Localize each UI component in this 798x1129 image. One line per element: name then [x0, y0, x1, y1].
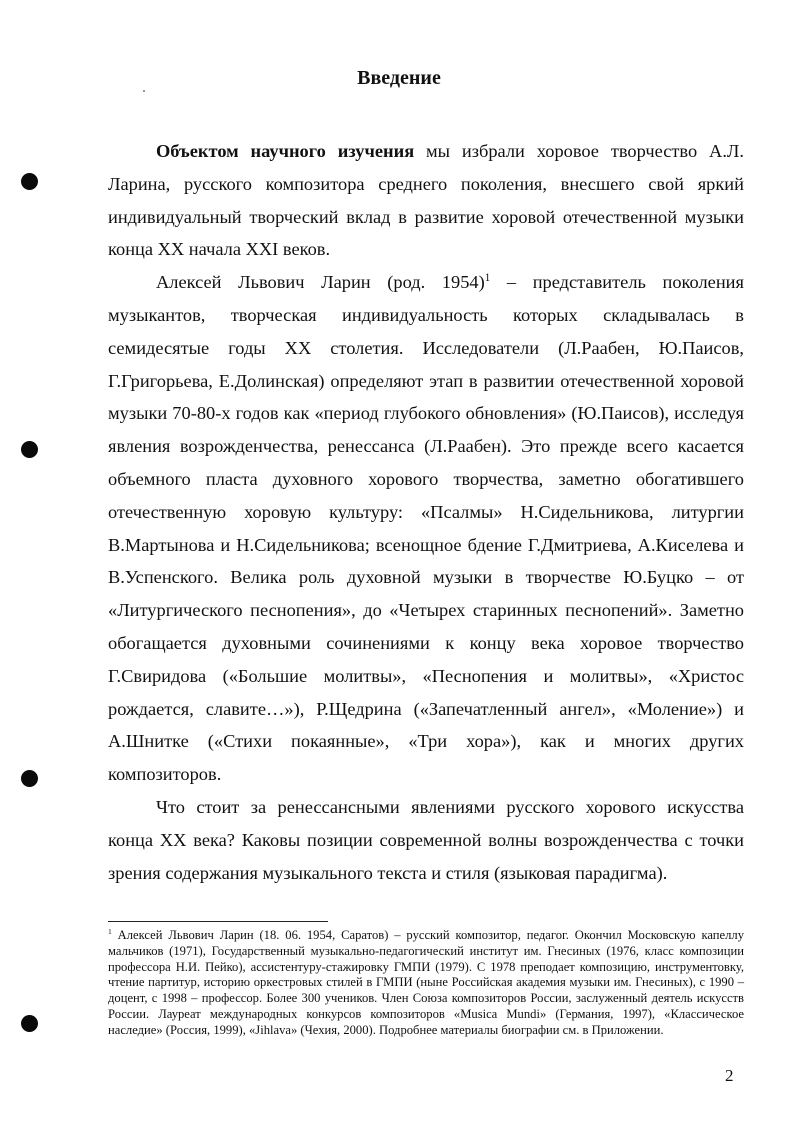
- main-text: [108, 135, 744, 889]
- punch-hole-mark: [21, 770, 38, 787]
- footnote-marker: 1: [108, 926, 112, 936]
- punch-hole-mark: [21, 173, 38, 190]
- footnote-text: Алексей Львович Ларин (18. 06. 1954, Саратов) – русский композитор, педагог. Окончил Московскую капеллу мальчиков (1971), Государственный музыкально-педагогический институт им. Гнесиных (1976, класс композиции профессора Н.И. Пейко), ассистентуру-стажировку ГМПИ (1979). С 1978 преподает композицию, инструментовку, чтение партитур, историю оркестровых стилей в ГМПИ (ныне Российская академия музыки им. Гнесиных), с 1990 – доцент, с 1998 – профессор. Более 300 учеников. Член Союза композиторов России, заслуженный деятель искусств России. Лауреат международных конкурсов композиторов «Musica Mundi» (Германия, 1997), «Классическое наследие» (Россия, 1999), «Jihlava» (Чехия, 2000). Подробнее материалы биографии см. в Приложении.: [108, 928, 744, 1037]
- paragraph-text: мы избрали хоровое творчество А.Л. Ларина, русского композитора среднего поколения, внесшего свой яркий индивидуальный творческий вклад в развитие хоровой отечественной музыки конца XX начала XXI веков.: [108, 141, 744, 260]
- paragraph-lead-bold: Объектом научного изучения: [156, 141, 415, 161]
- paragraph-text: – представитель поколения музыкантов, творческая индивидуальность которых складывалась в семидесятые годы XX столетия. Исследователи (Л.Раабен, Ю.Паисов, Г.Григорьева, Е.Долинская) определяют этап в развитии отечественной хоровой музыки 70-80-х годов как «период глубокого обновления» (Ю.Паисов), исследуя явления возрожденчества, ренессанса (Л.Раабен). Это прежде всего касается объемного пласта духовного хорового творчества, заметно обогатившего отечественную хоровую культуру: «Псалмы» Н.Сидельникова, литургии В.Мартынова и Н.Сидельникова; всенощное бдение Г.Дмитриева, А.Киселева и В.Успенского. Велика роль духовной музыки в творчестве Ю.Буцко – от «Литургического песнопения», до «Четырех старинных песнопений». Заметно обогащается духовными сочинениями к концу века хоровое творчество Г.Свиридова («Большие молитвы», «Песнопения и молитвы», «Христос рождается, славите…»), Р.Щедрина («Запечатленный ангел», «Моление») и А.Шнитке («Стихи покаянные», «Три хора»), как и многих других композиторов.: [108, 272, 744, 785]
- scan-speck: [143, 90, 145, 92]
- paragraph-object-of-study: [108, 135, 744, 266]
- page-title: Введение: [357, 67, 441, 89]
- page-number: 2: [725, 1066, 734, 1085]
- paragraph-text: Алексей Львович Ларин (род. 1954): [156, 272, 485, 293]
- paragraph-text: Что стоит за ренессансными явлениями русского хорового искусства конца XX века? Каковы позиции современной волны возрожденчества с точки зрения содержания музыкального текста и стиля (языковая парадигма).: [108, 796, 744, 883]
- footnote-reference[interactable]: 1: [484, 272, 491, 285]
- punch-hole-mark: [21, 441, 38, 458]
- footnote-separator: [108, 921, 328, 922]
- punch-hole-mark: [21, 1015, 38, 1032]
- footnote: [108, 928, 744, 1039]
- paragraph-research-question: [108, 791, 744, 889]
- paragraph-larin-generation: [108, 266, 744, 791]
